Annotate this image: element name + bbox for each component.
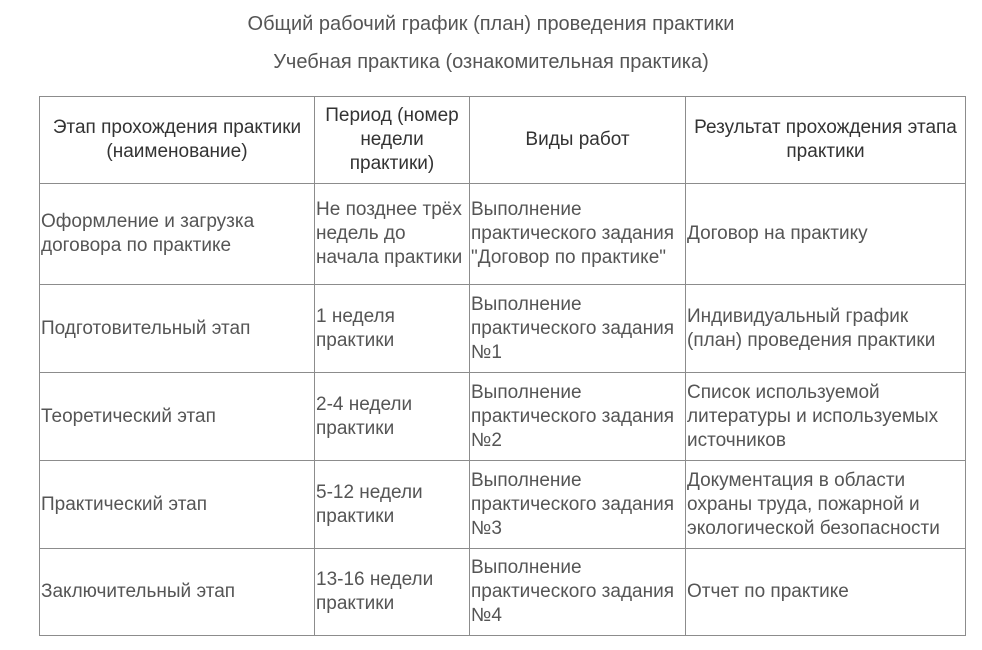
cell-stage: Теоретический этап xyxy=(40,373,315,461)
header-stage: Этап прохождения практики (наименование) xyxy=(40,97,315,184)
cell-stage: Заключительный этап xyxy=(40,549,315,636)
cell-work: Выполнение практического задания №1 xyxy=(470,285,686,373)
cell-result: Индивидуальный график (план) проведения практики xyxy=(686,285,966,373)
header-result: Результат прохождения этапа практики xyxy=(686,97,966,184)
table-row xyxy=(40,549,966,636)
cell-result: Отчет по практике xyxy=(686,549,966,636)
cell-period: Не позднее трёх недель до начала практики xyxy=(315,184,470,285)
cell-period: 1 неделя практики xyxy=(315,285,470,373)
cell-stage: Подготовительный этап xyxy=(40,285,315,373)
cell-stage: Практический этап xyxy=(40,461,315,549)
cell-work: Выполнение практического задания №3 xyxy=(470,461,686,549)
cell-stage: Оформление и загрузка договора по практике xyxy=(40,184,315,285)
table-row xyxy=(40,184,966,285)
cell-period: 5-12 недели практики xyxy=(315,461,470,549)
header-work-types: Виды работ xyxy=(470,97,686,184)
page-title: Общий рабочий график (план) проведения практики xyxy=(247,13,735,35)
table-header-row xyxy=(40,97,966,184)
cell-result: Список используемой литературы и используемых источников xyxy=(686,373,966,461)
cell-work: Выполнение практического задания "Договор по практике" xyxy=(470,184,686,285)
table-row xyxy=(40,373,966,461)
header-period: Период (номер недели практики) xyxy=(315,97,470,184)
cell-result: Договор на практику xyxy=(686,184,966,285)
page-subtitle: Учебная практика (ознакомительная практика) xyxy=(273,51,709,73)
cell-period: 13-16 недели практики xyxy=(315,549,470,636)
cell-result: Документация в области охраны труда, пожарной и экологической безопасности xyxy=(686,461,966,549)
practice-schedule-table xyxy=(39,96,966,636)
cell-work: Выполнение практического задания №4 xyxy=(470,549,686,636)
table-row xyxy=(40,461,966,549)
cell-work: Выполнение практического задания №2 xyxy=(470,373,686,461)
table-row xyxy=(40,285,966,373)
cell-period: 2-4 недели практики xyxy=(315,373,470,461)
